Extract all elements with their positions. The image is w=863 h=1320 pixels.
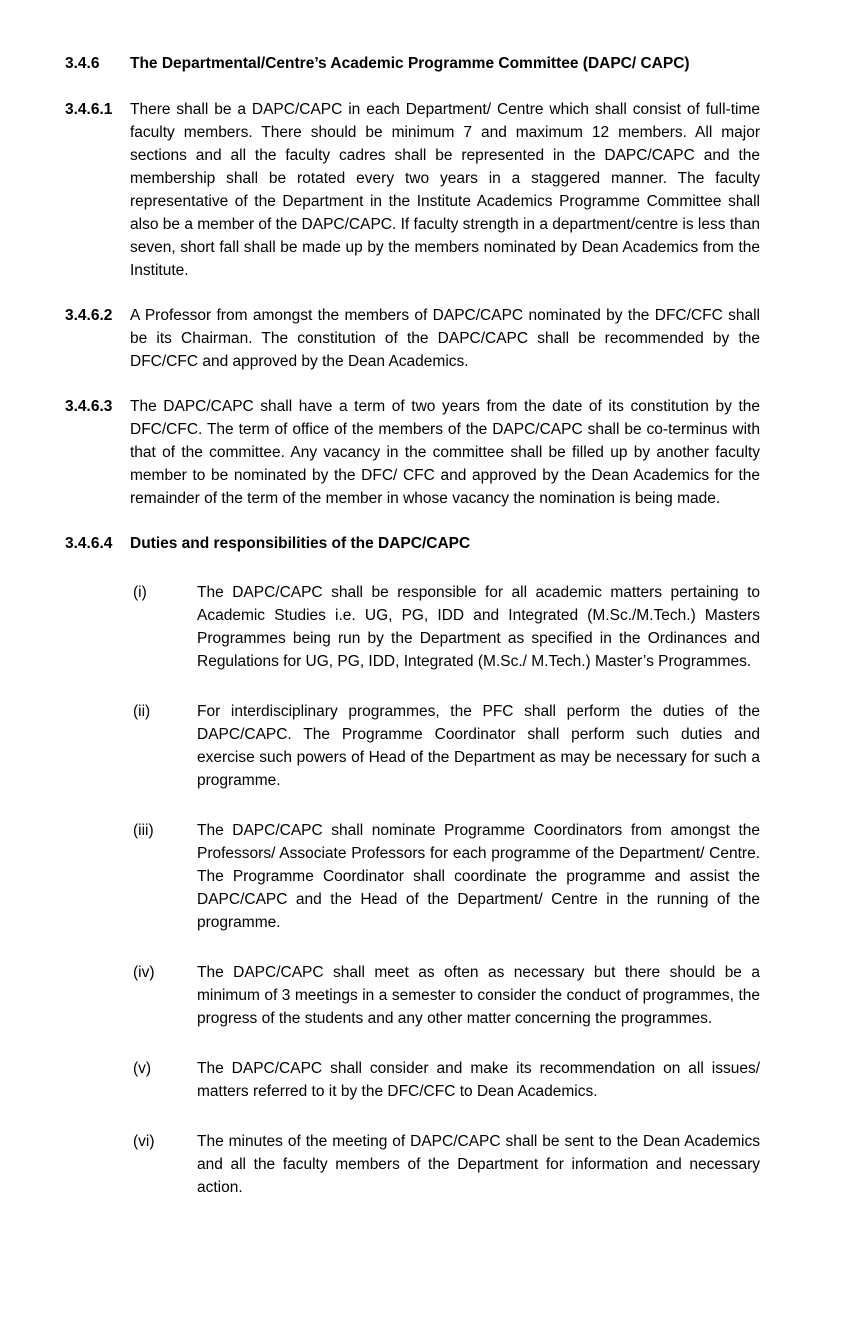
section-title: The Departmental/Centre’s Academic Programme Committee (DAPC/ CAPC) xyxy=(130,55,690,72)
duty-item xyxy=(133,581,760,673)
duty-text: The DAPC/CAPC shall be responsible for all academic matters pertaining to Academic Studies i.e. UG, PG, IDD and Integrated (M.Sc./M.Tech.) Masters Programmes being run by the Department as specified in the Ordinances and Regulations for UG, PG, IDD, Integrated (M.Sc./ M.Tech.) Master’s Programmes. xyxy=(197,584,760,670)
duties-list xyxy=(133,581,760,1199)
clause-number: 3.4.6.2 xyxy=(65,307,113,324)
duty-label: (iv) xyxy=(133,964,155,981)
subsection-title: Duties and responsibilities of the DAPC/CAPC xyxy=(130,535,471,552)
clause-number: 3.4.6.1 xyxy=(65,101,113,118)
section-number: 3.4.6 xyxy=(65,55,100,72)
clause xyxy=(65,304,760,373)
duty-label: (vi) xyxy=(133,1133,155,1150)
duty-item xyxy=(133,1130,760,1199)
duty-item xyxy=(133,819,760,934)
clause-text: The DAPC/CAPC shall have a term of two years from the date of its constitution by the DFC/CFC. The term of office of the members of the DAPC/CAPC shall be co-terminus with that of the committee. Any vacancy in the committee shall be filled up by another faculty member to be nominated by the DFC/ CFC and approved by the Dean Academics for the remainder of the term of the member in whose vacancy the nomination is being made. xyxy=(130,398,760,507)
clause-text: There shall be a DAPC/CAPC in each Department/ Centre which shall consist of full-time faculty members. There should be minimum 7 and maximum 12 members. All major sections and all the faculty cadres shall be represented in the DAPC/CAPC and the membership shall be rotated every two years in a staggered manner. The faculty representative of the Department in the Institute Academics Programme Committee shall also be a member of the DAPC/CAPC. If faculty strength in a department/centre is less than seven, short fall shall be made up by the members nominated by Dean Academics from the Institute. xyxy=(130,101,760,279)
subsection-number: 3.4.6.4 xyxy=(65,535,113,552)
duty-text: The DAPC/CAPC shall meet as often as necessary but there should be a minimum of 3 meetings in a semester to consider the conduct of programmes, the progress of the students and any other matter concerning the programmes. xyxy=(197,964,760,1027)
subsection-heading xyxy=(65,532,760,555)
clause-number: 3.4.6.3 xyxy=(65,398,113,415)
clause xyxy=(65,98,760,282)
duty-text: The DAPC/CAPC shall nominate Programme Coordinators from amongst the Professors/ Associate Professors for each programme of the Department/ Centre. The Programme Coordinator shall coordinate the programme and assist the DAPC/CAPC and the Head of the Department/ Centre in the running of the programme. xyxy=(197,822,760,931)
duty-item xyxy=(133,961,760,1030)
section-heading xyxy=(65,52,760,75)
duty-text: The minutes of the meeting of DAPC/CAPC shall be sent to the Dean Academics and all the faculty members of the Department for information and necessary action. xyxy=(197,1133,760,1196)
duty-item xyxy=(133,700,760,792)
duty-label: (v) xyxy=(133,1060,152,1077)
duty-text: The DAPC/CAPC shall consider and make its recommendation on all issues/ matters referred to it by the DFC/CFC to Dean Academics. xyxy=(197,1060,760,1100)
duty-item xyxy=(133,1057,760,1103)
duty-label: (i) xyxy=(133,584,147,601)
clause-text: A Professor from amongst the members of DAPC/CAPC nominated by the DFC/CFC shall be its Chairman. The constitution of the DAPC/CAPC shall be recommended by the DFC/CFC and approved by the Dean Academics. xyxy=(130,307,760,370)
clause xyxy=(65,395,760,510)
duty-label: (iii) xyxy=(133,822,154,839)
duty-label: (ii) xyxy=(133,703,151,720)
duty-text: For interdisciplinary programmes, the PFC shall perform the duties of the DAPC/CAPC. The Programme Coordinator shall perform such duties and exercise such powers of Head of the Department as may be necessary for such a programme. xyxy=(197,703,760,789)
